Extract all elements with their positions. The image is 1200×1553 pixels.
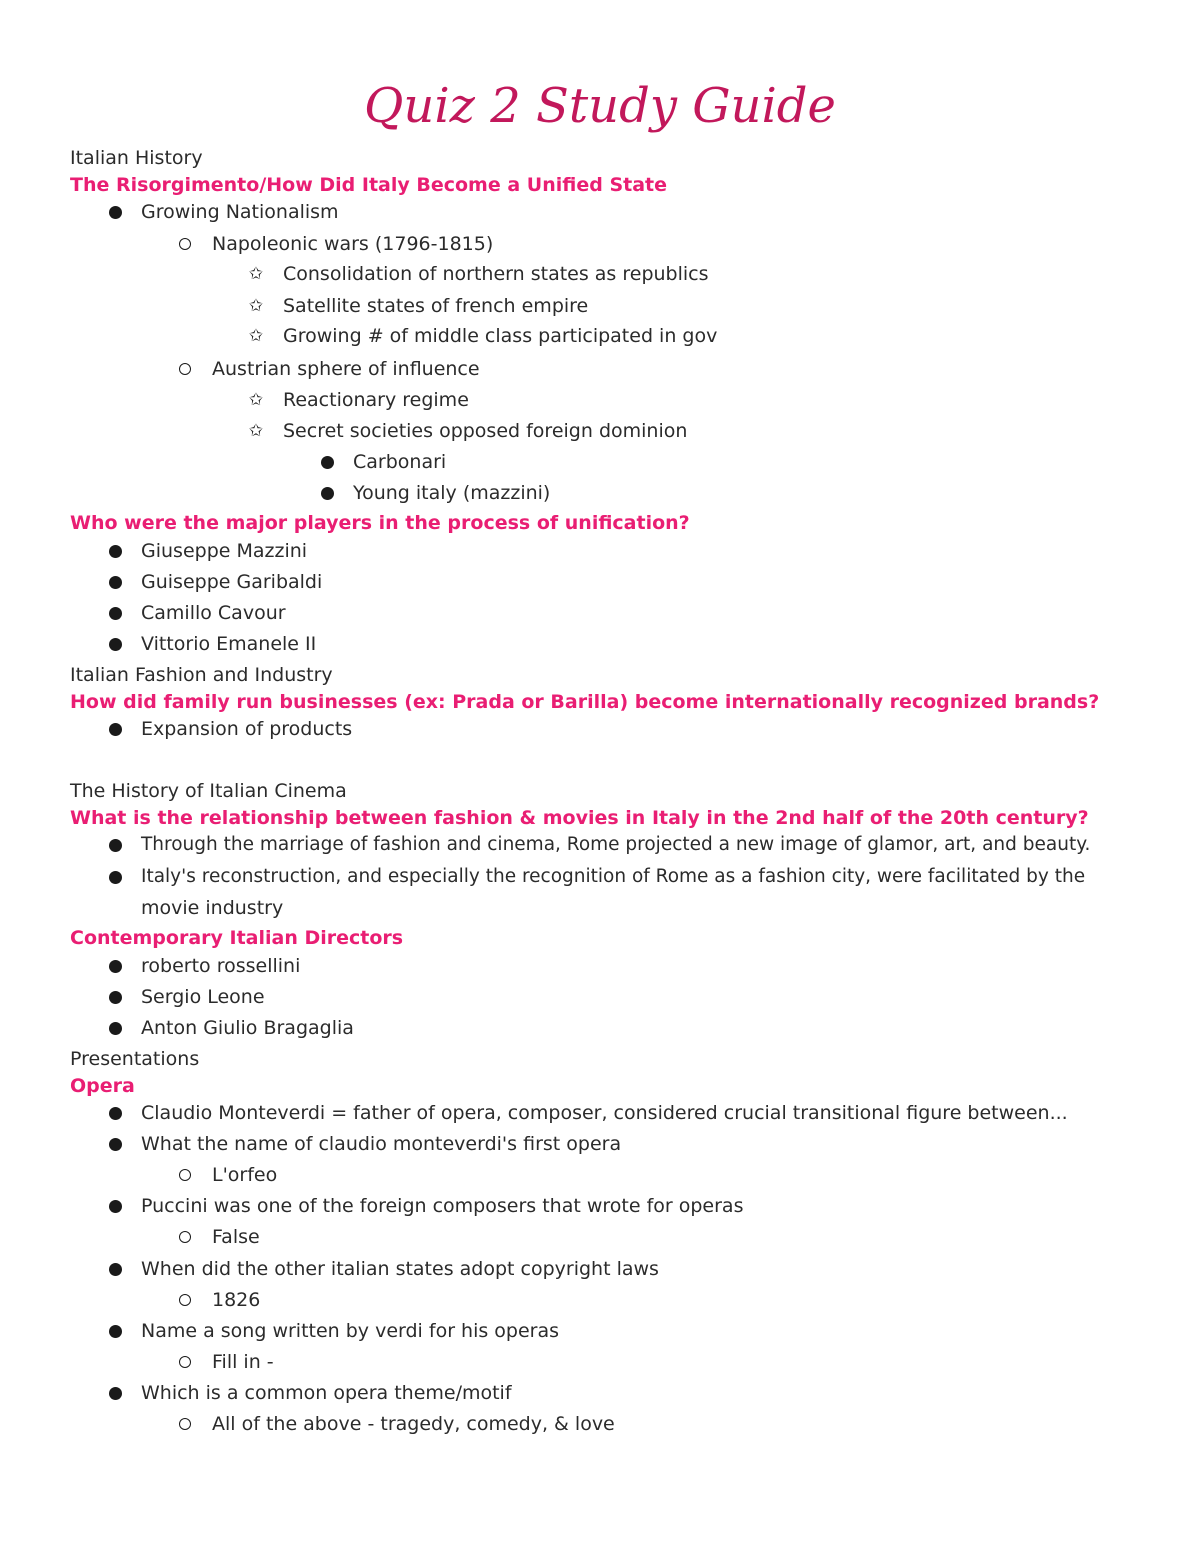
question-heading: What is the relationship between fashion & movies in Italy in the 2nd half of the 20th century? — [70, 807, 1089, 829]
bullet-dot-icon — [106, 1016, 124, 1040]
list-item: What the name of claudio monteverdi's first opera — [0, 1132, 1200, 1156]
star-icon: ✩ — [248, 390, 264, 410]
list-item: Name a song written by verdi for his operas — [0, 1319, 1200, 1343]
page-title: Quiz 2 Study Guide — [364, 78, 836, 134]
bullet-circle-icon — [176, 1163, 194, 1187]
list-item: roberto rossellini — [0, 954, 1200, 978]
bullet-dot-icon — [106, 833, 124, 857]
list-item: Camillo Cavour — [0, 601, 1200, 625]
list-item: Fill in - — [0, 1350, 1200, 1374]
section-heading: Italian History — [70, 147, 203, 169]
star-icon: ✩ — [248, 326, 264, 346]
bullet-circle-icon — [176, 1350, 194, 1374]
bullet-dot-icon — [106, 1194, 124, 1218]
list-item: All of the above - tragedy, comedy, & love — [0, 1412, 1200, 1436]
list-item: L'orfeo — [0, 1163, 1200, 1187]
list-item: Anton Giulio Bragaglia — [0, 1016, 1200, 1040]
list-item: Expansion of products — [0, 717, 1200, 741]
bullet-dot-icon — [106, 200, 124, 224]
list-item: Puccini was one of the foreign composers that wrote for operas — [0, 1194, 1200, 1218]
list-item: Vittorio Emanele II — [0, 632, 1200, 656]
bullet-circle-icon — [176, 1412, 194, 1436]
bullet-dot-icon — [106, 1101, 124, 1125]
star-icon: ✩ — [248, 264, 264, 284]
bullet-dot-icon — [106, 1381, 124, 1405]
list-item: ✩ Growing # of middle class participated in gov — [248, 325, 718, 347]
list-item: Napoleonic wars (1796-1815) — [0, 232, 1200, 256]
question-heading: Contemporary Italian Directors — [70, 927, 404, 949]
list-item: False — [0, 1225, 1200, 1249]
bullet-circle-icon — [176, 232, 194, 256]
bullet-dot-icon — [318, 481, 336, 505]
bullet-dot-icon — [106, 985, 124, 1009]
list-item: 1826 — [0, 1288, 1200, 1312]
bullet-dot-icon — [106, 601, 124, 625]
list-item: Italy's reconstruction, and especially the recognition of Rome as a fashion city, were facilitated by the — [0, 865, 1200, 889]
list-item: Growing Nationalism — [0, 200, 1200, 224]
list-item: Young italy (mazzini) — [0, 481, 1200, 505]
list-item-continuation: movie industry — [141, 897, 284, 919]
star-icon: ✩ — [248, 421, 264, 441]
list-item: ✩ Reactionary regime — [248, 389, 469, 411]
list-item: Claudio Monteverdi = father of opera, composer, considered crucial transitional figure between... — [0, 1101, 1200, 1125]
list-item: Guiseppe Garibaldi — [0, 570, 1200, 594]
question-heading: The Risorgimento/How Did Italy Become a Unified State — [70, 174, 667, 196]
list-item: ✩ Consolidation of northern states as republics — [248, 263, 709, 285]
list-item: Which is a common opera theme/motif — [0, 1381, 1200, 1405]
star-icon: ✩ — [248, 296, 264, 316]
bullet-dot-icon — [106, 1132, 124, 1156]
question-heading: How did family run businesses (ex: Prada or Barilla) become internationally recognized brands? — [70, 691, 1100, 713]
section-heading: The History of Italian Cinema — [70, 780, 347, 802]
list-item: Carbonari — [0, 450, 1200, 474]
bullet-dot-icon — [106, 865, 124, 889]
list-item: ✩ Secret societies opposed foreign dominion — [248, 420, 688, 442]
list-item: ✩ Satellite states of french empire — [248, 295, 589, 317]
section-heading: Italian Fashion and Industry — [70, 664, 333, 686]
list-item: Giuseppe Mazzini — [0, 539, 1200, 563]
bullet-dot-icon — [106, 1257, 124, 1281]
bullet-dot-icon — [318, 450, 336, 474]
list-item: Austrian sphere of influence — [0, 357, 1200, 381]
bullet-dot-icon — [106, 632, 124, 656]
question-heading: Who were the major players in the process of unification? — [70, 512, 690, 534]
bullet-circle-icon — [176, 357, 194, 381]
bullet-dot-icon — [106, 954, 124, 978]
bullet-circle-icon — [176, 1288, 194, 1312]
bullet-dot-icon — [106, 1319, 124, 1343]
bullet-dot-icon — [106, 539, 124, 563]
list-item: Through the marriage of fashion and cinema, Rome projected a new image of glamor, art, and beauty. — [0, 833, 1200, 857]
question-heading: Opera — [70, 1075, 135, 1097]
bullet-dot-icon — [106, 570, 124, 594]
section-heading: Presentations — [70, 1048, 200, 1070]
bullet-dot-icon — [106, 717, 124, 741]
list-item: When did the other italian states adopt copyright laws — [0, 1257, 1200, 1281]
list-item: Sergio Leone — [0, 985, 1200, 1009]
bullet-circle-icon — [176, 1225, 194, 1249]
